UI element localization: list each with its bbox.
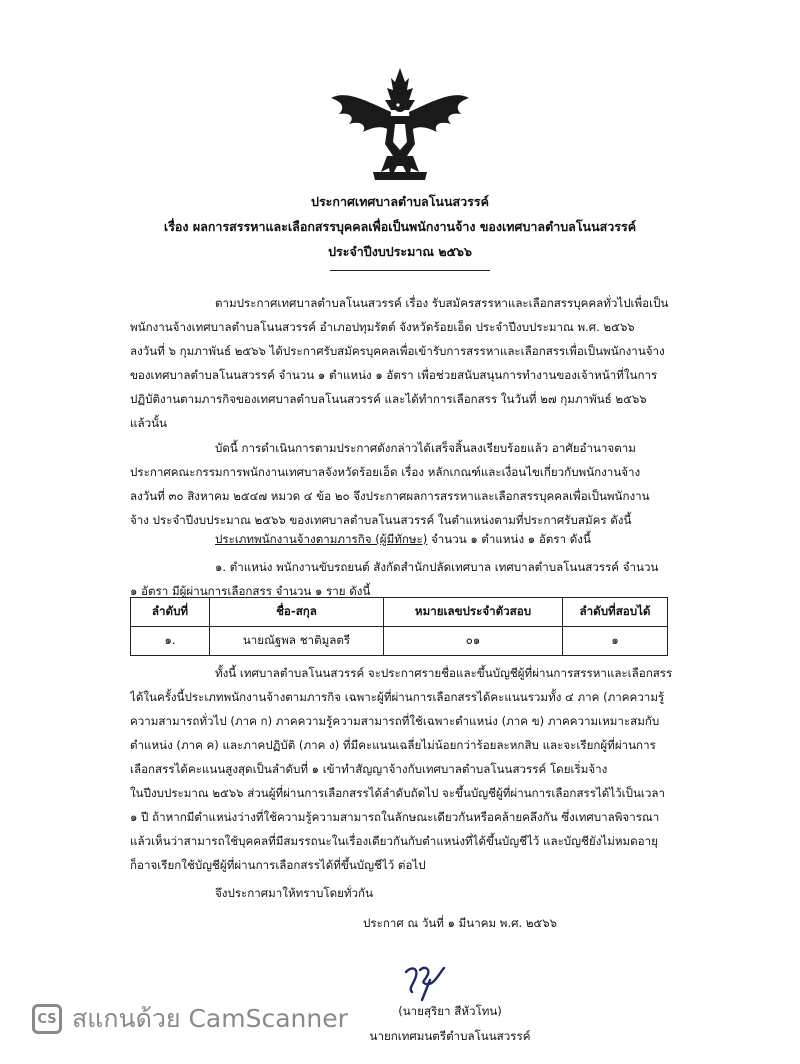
paragraph-line: แล้วนั้น	[130, 416, 167, 430]
results-table	[130, 597, 668, 656]
paragraph-line: ได้ในครั้งนี้ประเภทพนักงานจ้างตามภารกิจ เฉพาะผู้ที่ผ่านการเลือกสรรได้คะแนนรวมทั้ง ๔ ภาค (ภาคความรู้	[130, 690, 665, 704]
paragraph-line: ทั้งนี้ เทศบาลตำบลโนนสวรรค์ จะประกาศรายชื่อและขึ้นบัญชีผู้ที่ผ่านการสรรหาและเลือกสรร	[215, 666, 673, 680]
cell-name: นายณัฐพล ชาติมูลตรี	[210, 627, 384, 656]
closing-statement: จึงประกาศมาให้ทราบโดยทั่วกัน	[215, 886, 373, 900]
signer-name: (นายสุริยา สีหัวโทน)	[398, 1004, 502, 1018]
table-header-row	[131, 598, 668, 627]
watermark-text: สแกนด้วย CamScanner	[72, 1004, 348, 1033]
col-rank: ลำดับที่สอบได้	[563, 598, 668, 627]
employee-category	[215, 531, 591, 549]
category-title: ประเภทพนักงานจ้างตามภารกิจ (ผู้มีทักษะ)	[215, 532, 428, 546]
announcement-fiscal-year: ประจำปีงบประมาณ ๒๕๖๖	[328, 244, 472, 259]
cell-exam-number: ๐๑	[384, 627, 563, 656]
paragraph-1	[130, 291, 697, 435]
paragraph-line: เลือกสรรได้คะแนนสูงสุดเป็นลำดับที่ ๑ เข้าทำสัญญาจ้างกับเทศบาลตำบลโนนสวรรค์ โดยเริ่มจ้าง	[130, 762, 608, 776]
signature-icon	[400, 962, 460, 1002]
camscanner-logo-icon: CS	[32, 1004, 62, 1034]
paragraph-line: ก็อาจเรียกใช้บัญชีผู้ที่ผ่านการเลือกสรรได้ที่ขึ้นบัญชีไว้ ต่อไป	[130, 858, 426, 872]
paragraph-line: พนักงานจ้างเทศบาลตำบลโนนสวรรค์ อำเภอปทุมรัตต์ จังหวัดร้อยเอ็ด ประจำปีงบประมาณ พ.ศ. ๒๕๖๖	[130, 320, 635, 334]
table-row	[131, 627, 668, 656]
col-order: ลำดับที่	[131, 598, 210, 627]
announcement-date: ประกาศ ณ วันที่ ๑ มีนาคม พ.ศ. ๒๕๖๖	[363, 916, 557, 930]
paragraph-line: ตามประกาศเทศบาลตำบลโนนสวรรค์ เรื่อง รับสมัครสรรหาและเลือกสรรบุคคลทั่วไปเพื่อเป็น	[215, 296, 669, 310]
cell-rank: ๑	[563, 627, 668, 656]
paragraph-line: ของเทศบาลตำบลโนนสวรรค์ จำนวน ๑ ตำแหน่ง ๑ อัตรา เพื่อช่วยสนับสนุนการทำงานของเจ้าหน้าที่ในการ	[130, 368, 658, 382]
announcement-title: ประกาศเทศบาลตำบลโนนสวรรค์	[311, 194, 489, 209]
garuda-emblem-icon	[325, 60, 475, 190]
category-count: จำนวน ๑ ตำแหน่ง ๑ อัตรา ดังนี้	[427, 532, 591, 546]
paragraph-line: ลงวันที่ ๖ กุมภาพันธ์ ๒๕๖๖ ได้ประกาศรับสมัครบุคคลเพื่อเข้ารับการสรรหาและเลือกสรรเพื่อเป็นพนักงานจ้าง	[130, 344, 665, 358]
paragraph-line: ลงวันที่ ๓๐ สิงหาคม ๒๕๔๗ หมวด ๔ ข้อ ๒๐ จึงประกาศผลการสรรหาและเลือกสรรบุคคลเพื่อเป็นพนักงาน	[130, 489, 650, 503]
position-item	[130, 555, 697, 603]
paragraph-3	[130, 661, 697, 877]
paragraph-line: แล้วเห็นว่าสามารถใช้บุคคลที่มีสมรรถนะในเรื่องเดียวกันกับตำแหน่งที่ได้ขึ้นบัญชีไว้ และบัญชียังไม่หมดอายุ	[130, 834, 658, 848]
announcement-subject: เรื่อง ผลการสรรหาและเลือกสรรบุคคลเพื่อเป็นพนักงานจ้าง ของเทศบาลตำบลโนนสวรรค์	[163, 219, 637, 234]
paragraph-line: ความสามารถทั่วไป (ภาค ก) ภาคความรู้ความสามารถที่ใช้เฉพาะตำแหน่ง (ภาค ข) ภาคความเหมาะสมกับ	[130, 714, 660, 728]
paragraph-line: จ้าง ประจำปีงบประมาณ ๒๕๖๖ ของเทศบาลตำบลโนนสวรรค์ ในตำแหน่งตามที่ประกาศรับสมัคร ดังนี้	[130, 513, 632, 527]
cell-order: ๑.	[131, 627, 210, 656]
paragraph-line: ๑ ปี ถ้าหากมีตำแหน่งว่างที่ใช้ความรู้ความสามารถในลักษณะเดียวกันหรือคล้ายคลึงกัน ซึ่งเทศบาลพิจารณา	[130, 810, 660, 824]
paragraph-line: ปฏิบัติงานตามภารกิจของเทศบาลตำบลโนนสวรรค์ และได้ทำการเลือกสรร ในวันที่ ๒๗ กุมภาพันธ์ ๒๕๖๖	[130, 392, 647, 406]
col-name: ชื่อ-สกุล	[210, 598, 384, 627]
camscanner-watermark	[32, 1002, 348, 1036]
paragraph-2	[130, 436, 697, 532]
position-line: ๑. ตำแหน่ง พนักงานขับรถยนต์ สังกัดสำนักปลัดเทศบาล เทศบาลตำบลโนนสวรรค์ จำนวน	[215, 560, 659, 574]
signer-position: นายกเทศมนตรีตำบลโนนสวรรค์	[369, 1029, 531, 1043]
paragraph-line: ตำแหน่ง (ภาค ค) และภาคปฏิบัติ (ภาค ง) ที่มีคะแนนเฉลี่ยไม่น้อยกว่าร้อยละหกสิบ และจะเรียกผู้ที่ผ่านการ	[130, 738, 656, 752]
paragraph-line: ประกาศคณะกรรมการพนักงานเทศบาลจังหวัดร้อยเอ็ด เรื่อง หลักเกณฑ์และเงื่อนไขเกี่ยวกับพนักงานจ้าง	[130, 465, 641, 479]
col-exam-number: หมายเลขประจำตัวสอบ	[384, 598, 563, 627]
paragraph-line: บัดนี้ การดำเนินการตามประกาศดังกล่าวได้เสร็จสิ้นลงเรียบร้อยแล้ว อาศัยอำนาจตาม	[215, 441, 636, 455]
paragraph-line: ในปีงบประมาณ ๒๕๖๖ ส่วนผู้ที่ผ่านการเลือกสรรได้ลำดับถัดไป จะขึ้นบัญชีผู้ที่ผ่านการเลือกสรรได้ไว้เป็นเวลา	[130, 786, 666, 800]
position-line: ๑ อัตรา มีผู้ผ่านการเลือกสรร จำนวน ๑ ราย ดังนี้	[130, 584, 371, 598]
header-divider	[330, 270, 490, 271]
